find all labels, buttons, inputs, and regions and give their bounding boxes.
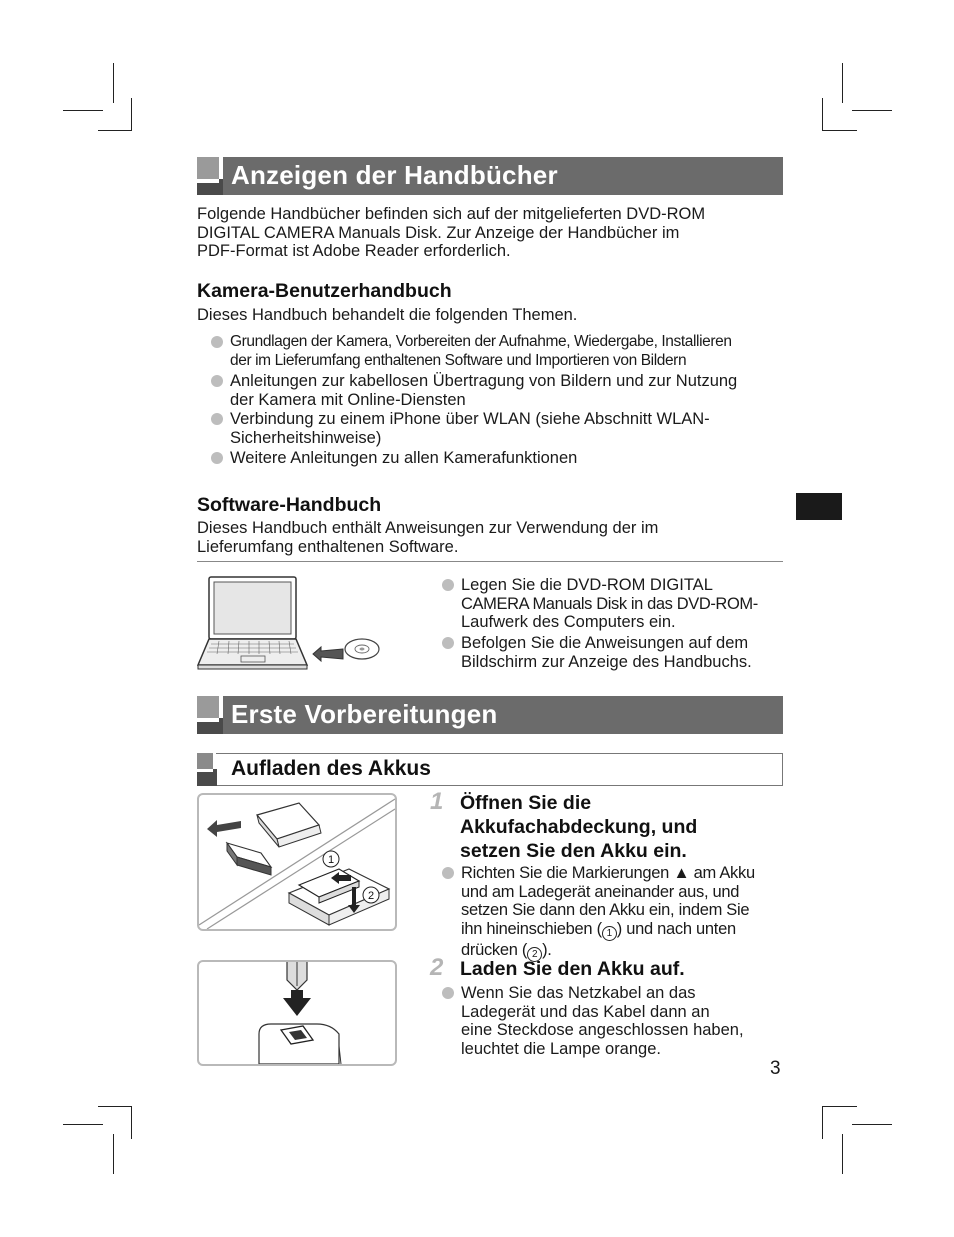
- bullet-dot-icon: [442, 579, 454, 591]
- intro-paragraph: [197, 205, 787, 261]
- laptop-disc-icon: [197, 573, 387, 673]
- software-manual-intro: [197, 519, 787, 556]
- power-plug-icon: [199, 962, 395, 1064]
- list-item: [211, 410, 791, 447]
- crop-mark-bottom-right-v2: [822, 1106, 823, 1139]
- bullet-line: Laufwerk des Computers ein.: [461, 613, 676, 631]
- intro-line: PDF-Format ist Adobe Reader erforderlich.: [197, 242, 511, 260]
- bullet-line: und am Ladegerät aneinander aus, und: [461, 882, 740, 901]
- step-title: Laden Sie den Akku auf.: [460, 958, 685, 980]
- chapter-thumb-tab: [796, 493, 842, 520]
- bullet-line: Ladegerät und das Kabel dann an: [461, 1002, 710, 1021]
- crop-mark-bottom-left-h2: [98, 1106, 131, 1107]
- list-item: [442, 984, 787, 1058]
- list-item: [442, 864, 787, 962]
- bullet-line: Richten Sie die Markierungen ▲ am Akku: [461, 864, 755, 882]
- section-title: Erste Vorbereitungen: [231, 699, 498, 729]
- crop-mark-top-left-h2: [98, 130, 131, 131]
- step-title-line: Öffnen Sie die: [460, 792, 592, 814]
- header-square-divider: [219, 696, 223, 718]
- crop-mark-top-right-v: [842, 63, 843, 103]
- bullet-line: CAMERA Manuals Disk in das DVD-ROM-: [461, 594, 758, 613]
- list-item: [211, 333, 791, 370]
- step-title-line: setzen Sie den Akku ein.: [460, 840, 687, 862]
- bullet-dot-icon: [211, 336, 223, 348]
- crop-mark-bottom-left-v: [113, 1134, 114, 1174]
- section-header-preparations: [197, 696, 783, 734]
- laptop-illustration: [197, 573, 387, 673]
- crop-mark-bottom-left-v2: [131, 1106, 132, 1139]
- bullet-line: Verbindung zu einem iPhone über WLAN (siehe Abschnitt WLAN-: [230, 410, 710, 428]
- intro-line: Folgende Handbücher befinden sich auf der mitgelieferten DVD-ROM: [197, 205, 706, 223]
- bullet-line: Grundlagen der Kamera, Vorbereiten der Aufnahme, Wiedergabe, Installieren: [230, 333, 732, 350]
- bullet-line: Weitere Anleitungen zu allen Kamerafunktionen: [230, 449, 578, 467]
- crop-mark-bottom-right-v: [842, 1134, 843, 1174]
- crop-mark-top-right-h: [852, 110, 892, 111]
- header-square-decoration: [197, 696, 219, 718]
- subsection-title: Aufladen des Akkus: [231, 757, 431, 780]
- crop-mark-top-right-h2: [822, 130, 857, 131]
- page-number: 3: [770, 1058, 781, 1079]
- bullet-dot-icon: [442, 987, 454, 999]
- bullet-dot-icon: [211, 375, 223, 387]
- bullet-line: Bildschirm zur Anzeige des Handbuchs.: [461, 652, 752, 671]
- camera-manual-intro: Dieses Handbuch behandelt die folgenden Themen.: [197, 306, 578, 324]
- bullet-dot-icon: [442, 637, 454, 649]
- bullet-line: der Kamera mit Online-Diensten: [230, 390, 466, 409]
- subheader-square-divider: [213, 753, 216, 769]
- header-square-decoration: [197, 157, 219, 179]
- subsection-header-charging: [197, 753, 783, 786]
- circled-number-2: 2: [527, 947, 542, 962]
- crop-mark-bottom-right-h2: [822, 1106, 857, 1107]
- bullet-line: Wenn Sie das Netzkabel an das: [461, 984, 696, 1002]
- bullet-line: Befolgen Sie die Anweisungen auf dem: [461, 634, 749, 652]
- battery-charger-icon: [199, 795, 395, 929]
- bullet-line: Legen Sie die DVD-ROM DIGITAL: [461, 576, 713, 594]
- subheader-square-divider: [197, 769, 213, 772]
- crop-mark-top-left-v: [113, 63, 114, 103]
- intro-line: Dieses Handbuch enthält Anweisungen zur Verwendung der im: [197, 519, 659, 537]
- step-number: 1: [430, 788, 444, 815]
- crop-mark-top-left-v2: [131, 98, 132, 131]
- crop-mark-top-left-h: [63, 110, 103, 111]
- section-header-manuals: [197, 157, 783, 195]
- intro-line: DIGITAL CAMERA Manuals Disk. Zur Anzeige der Handbücher im: [197, 223, 680, 242]
- battery-insert-illustration: [197, 793, 397, 931]
- subheader-square-decoration: [197, 753, 213, 769]
- charging-illustration: [197, 960, 397, 1066]
- header-square-divider: [197, 179, 219, 183]
- crop-mark-top-right-v2: [822, 98, 823, 131]
- bullet-dot-icon: [211, 413, 223, 425]
- step-title: [460, 791, 697, 863]
- bullet-dot-icon: [211, 452, 223, 464]
- list-item: [211, 372, 791, 409]
- bullet-line: Anleitungen zur kabellosen Übertragung von Bildern und zur Nutzung: [230, 372, 738, 390]
- step-title-line: Akkufachabdeckung, und: [460, 816, 698, 838]
- list-item: [211, 449, 791, 468]
- bullet-line: setzen Sie dann den Akku ein, indem Sie: [461, 901, 750, 919]
- camera-manual-heading: Kamera-Benutzerhandbuch: [197, 280, 452, 302]
- bullet-line: Sicherheitshinweise): [230, 428, 382, 447]
- bullet-line: [461, 920, 787, 941]
- bullet-text: ) und nach unten: [616, 919, 736, 938]
- bullet-line: eine Steckdose angeschlossen haben,: [461, 1021, 744, 1039]
- svg-text:1: 1: [327, 854, 335, 866]
- circled-number-1: 1: [602, 926, 617, 941]
- intro-line: Lieferumfang enthaltenen Software.: [197, 537, 459, 556]
- header-square-divider: [219, 157, 223, 179]
- step-number: 2: [430, 954, 444, 981]
- section-title: Anzeigen der Handbücher: [231, 160, 558, 190]
- bullet-dot-icon: [442, 867, 454, 879]
- software-manual-heading: Software-Handbuch: [197, 494, 382, 516]
- list-item: [442, 634, 782, 671]
- bullet-line: der im Lieferumfang enthaltenen Software und Importieren von Bildern: [230, 351, 687, 369]
- header-square-divider: [197, 718, 219, 722]
- crop-mark-bottom-right-h: [852, 1124, 892, 1125]
- bullet-line: leuchtet die Lampe orange.: [461, 1039, 661, 1058]
- divider: [197, 561, 783, 562]
- svg-text:2: 2: [367, 890, 375, 902]
- bullet-text: ).: [542, 940, 552, 959]
- crop-mark-bottom-left-h: [63, 1124, 103, 1125]
- bullet-text: ihn hineinschieben (: [461, 919, 602, 938]
- list-item: [442, 576, 782, 632]
- bullet-text: drücken (: [461, 940, 528, 959]
